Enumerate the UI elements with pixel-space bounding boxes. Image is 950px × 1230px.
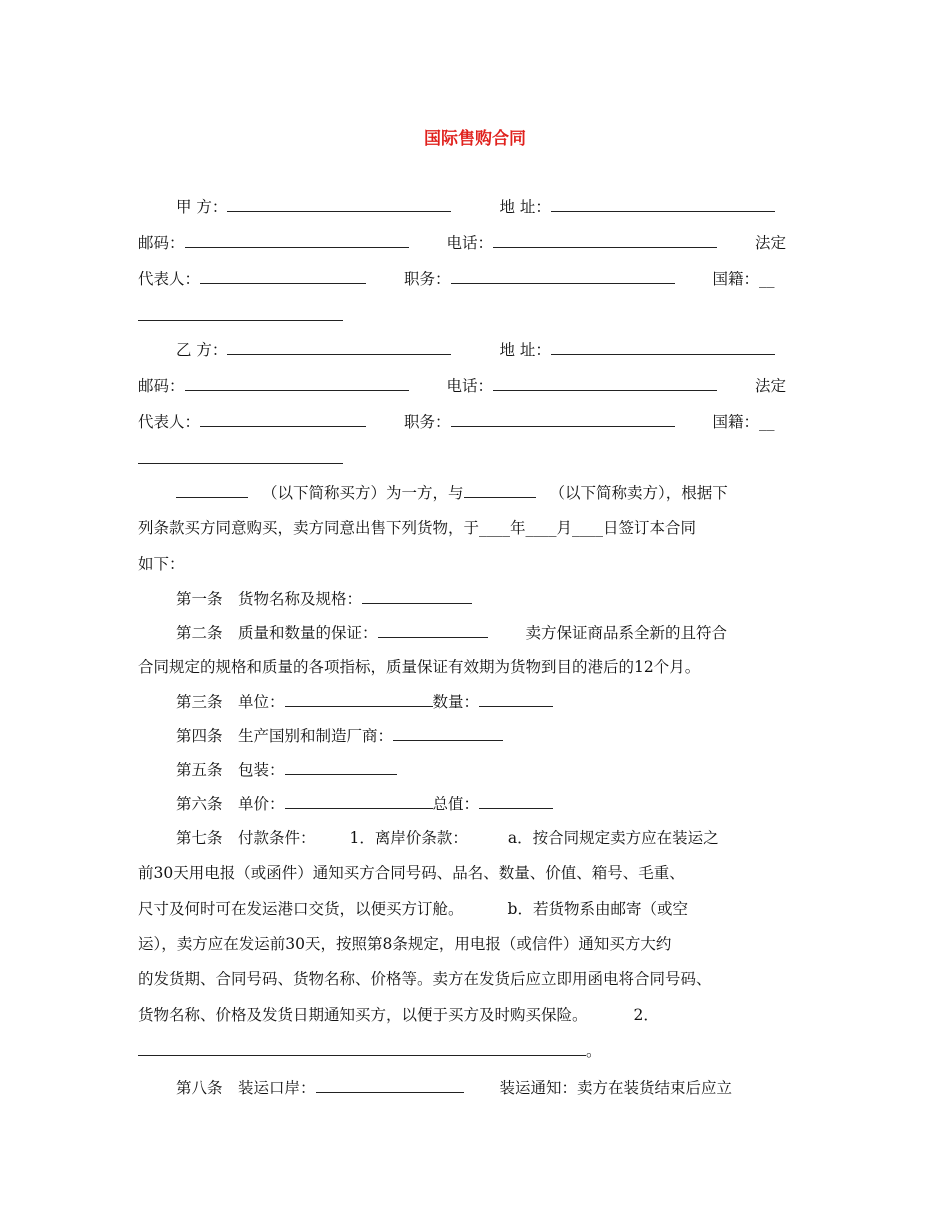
article-7-text-3a: 尺寸及何时可在发运港口交货，以便买方订舱。 [138, 900, 464, 918]
party-a-position-blank[interactable] [451, 269, 675, 284]
party-b-line-2 [138, 376, 814, 396]
party-a-legal-rep-blank[interactable] [200, 269, 366, 284]
article-7-period: 。 [586, 1042, 602, 1060]
article-7-line-3 [138, 899, 814, 919]
unit-price-blank[interactable] [285, 794, 433, 809]
article-2-text: 卖方保证商品系全新的且符合 [525, 624, 728, 642]
party-a-postcode-label: 邮码： [138, 234, 185, 252]
article-7-text-6a: 货物名称、价格及发货日期通知买方，以便于买方及时购买保险。 [138, 1006, 588, 1024]
party-a-line-1 [138, 197, 814, 217]
party-a-name-blank[interactable] [227, 197, 451, 212]
party-b-name-blank[interactable] [227, 340, 451, 355]
party-b-legal-rep-blank[interactable] [200, 412, 366, 427]
party-b-name-label: 乙 方： [176, 341, 228, 359]
seller-blank[interactable] [464, 483, 536, 498]
party-a-phone-blank[interactable] [493, 233, 717, 248]
party-a-nationality-blank[interactable] [138, 306, 343, 321]
quality-blank[interactable] [378, 623, 488, 638]
party-a-nationality-label: 国籍：__ [712, 270, 775, 288]
intro-text-1a: （以下简称买方）为一方，与 [262, 484, 464, 502]
article-2-label: 第二条 质量和数量的保证： [176, 624, 378, 642]
article-7-a: a．按合同规定卖方应在装运之 [507, 829, 719, 847]
party-b-line-1 [138, 340, 814, 360]
party-a-address-blank[interactable] [551, 197, 775, 212]
party-a-address-label: 地 址： [499, 198, 551, 216]
article-7-fob: 1．离岸价条款： [349, 829, 468, 847]
article-6 [138, 794, 814, 814]
loading-port-blank[interactable] [316, 1078, 464, 1093]
goods-name-blank[interactable] [362, 589, 472, 604]
article-4-label: 第四条 生产国别和制造厂商： [176, 727, 394, 745]
article-7-line-5: 的发货期、合同号码、货物名称、价格等。卖方在发货后应立即用函电将合同号码、 [138, 970, 712, 988]
party-b-legal-rep-label-2: 代表人： [138, 413, 201, 431]
party-b-address-blank[interactable] [551, 340, 775, 355]
party-b-position-label: 职务： [404, 413, 451, 431]
article-1-label: 第一条 货物名称及规格： [176, 590, 363, 608]
article-8 [138, 1078, 814, 1098]
buyer-blank[interactable] [176, 483, 248, 498]
party-b-postcode-blank[interactable] [185, 376, 409, 391]
intro-line-2: 列条款买方同意购买，卖方同意出售下列货物，于____年____月____日签订本合同 [138, 519, 697, 537]
article-7-line-4: 运），卖方应在发运前30天，按照第8条规定，用电报（或信件）通知买方大约 [138, 935, 672, 953]
intro-line-3: 如下： [138, 555, 185, 573]
party-a-line-2 [138, 233, 814, 253]
total-value-blank[interactable] [479, 794, 553, 809]
article-8-text: 装运通知：卖方在装货结束后应立 [499, 1079, 733, 1097]
manufacturer-blank[interactable] [393, 726, 503, 741]
party-b-postcode-label: 邮码： [138, 377, 185, 395]
article-2-line-1 [138, 623, 814, 643]
article-5 [138, 760, 814, 780]
article-4 [138, 726, 814, 746]
party-a-line-3 [138, 269, 814, 289]
party-a-name-label: 甲 方： [176, 198, 228, 216]
party-b-phone-blank[interactable] [493, 376, 717, 391]
party-b-legal-rep-label: 法定 [755, 377, 787, 395]
article-6-total-label: 总值： [432, 795, 480, 813]
article-7-label: 第七条 付款条件： [176, 829, 316, 847]
payment-clause-2-blank[interactable] [138, 1041, 586, 1056]
party-a-legal-rep-label-2: 代表人： [138, 270, 201, 288]
party-a-position-label: 职务： [404, 270, 451, 288]
document-title: 国际售购合同 [424, 129, 526, 149]
article-3-unit-label: 第三条 单位： [176, 693, 285, 711]
quantity-blank[interactable] [479, 692, 553, 707]
article-5-label: 第五条 包装： [176, 761, 285, 779]
article-6-price-label: 第六条 单价： [176, 795, 285, 813]
party-b-nationality-blank[interactable] [138, 449, 343, 464]
intro-text-1b: （以下简称卖方），根据下 [549, 484, 728, 502]
party-b-line-4 [138, 449, 814, 469]
party-b-nationality-label: 国籍：__ [712, 413, 775, 431]
unit-blank[interactable] [285, 692, 433, 707]
party-b-line-3 [138, 412, 814, 432]
party-a-legal-rep-label: 法定 [755, 234, 787, 252]
article-8-label: 第八条 装运口岸： [176, 1079, 316, 1097]
article-7-line-7 [138, 1041, 814, 1061]
article-7-line-6 [138, 1005, 814, 1025]
article-7-text-3b: b．若货物系由邮寄（或空 [507, 900, 688, 918]
article-7-line-2: 前30天用电报（或函件）通知买方合同号码、品名、数量、价值、箱号、毛重、 [138, 864, 685, 882]
party-a-postcode-blank[interactable] [185, 233, 409, 248]
article-3-quantity-label: 数量： [432, 693, 480, 711]
packaging-blank[interactable] [285, 760, 397, 775]
party-b-phone-label: 电话： [446, 377, 494, 395]
party-a-line-4 [138, 306, 814, 326]
article-7-line-1 [138, 828, 814, 848]
party-b-position-blank[interactable] [451, 412, 675, 427]
intro-line-1 [138, 483, 814, 503]
party-a-phone-label: 电话： [446, 234, 494, 252]
party-b-address-label: 地 址： [499, 341, 551, 359]
article-2-line-2: 合同规定的规格和质量的各项指标，质量保证有效期为货物到目的港后的12个月。 [138, 658, 701, 676]
article-3 [138, 692, 814, 712]
article-7-text-6b: 2． [633, 1006, 659, 1024]
article-1 [138, 589, 814, 609]
